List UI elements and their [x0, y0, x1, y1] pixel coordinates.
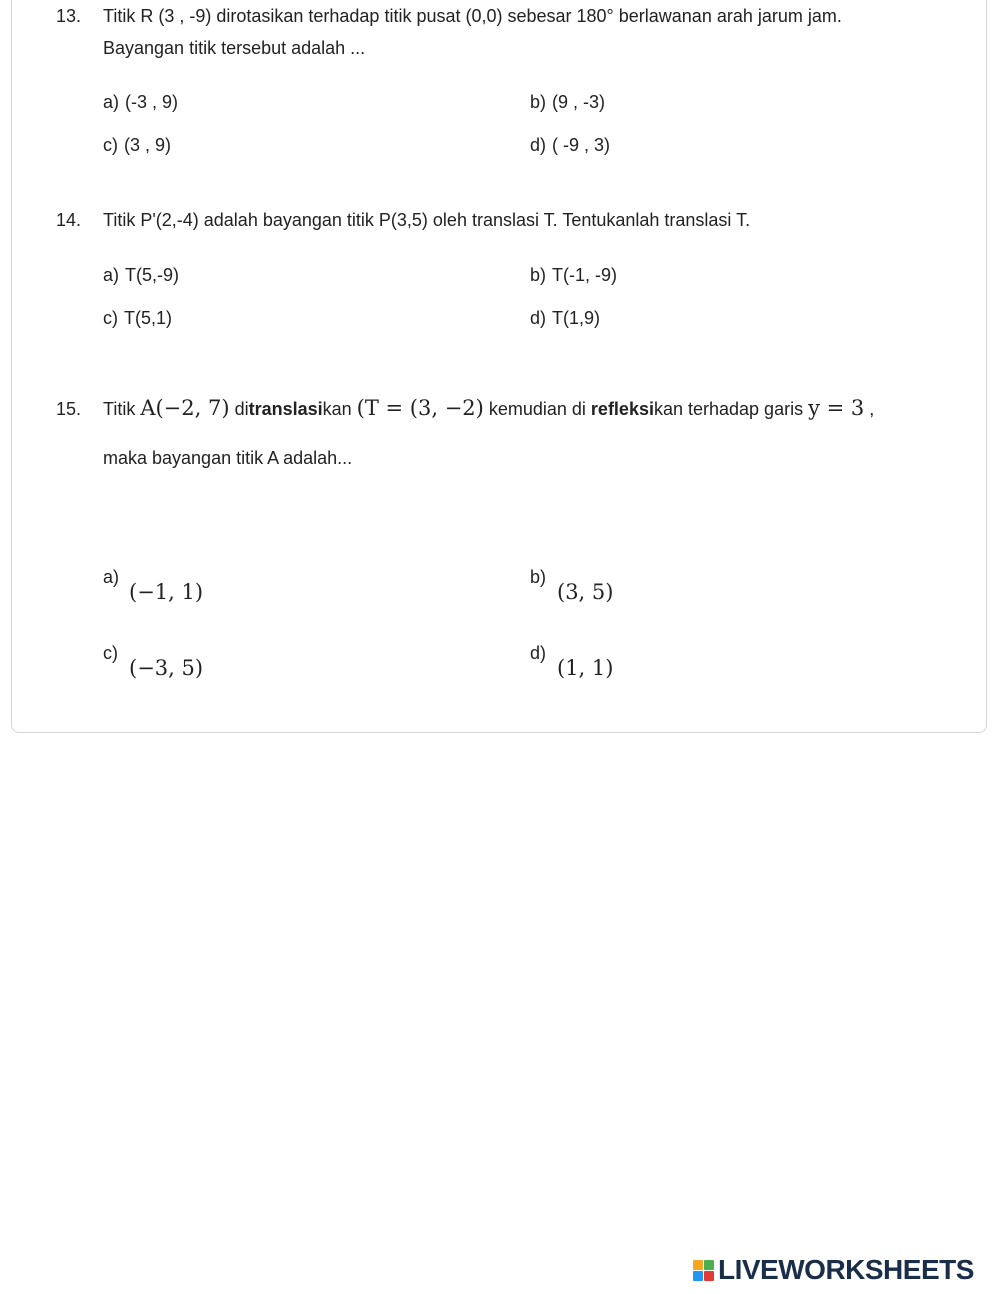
- question-number: 13.: [56, 6, 82, 26]
- logo-grid-icon: [693, 1260, 714, 1281]
- option-text: (−1, 1): [129, 580, 204, 604]
- option-label: d): [530, 135, 547, 155]
- option-b[interactable]: [530, 92, 605, 113]
- option-d[interactable]: [530, 135, 610, 156]
- question-text-cont: Bayangan titik tersebut adalah ...: [103, 38, 366, 58]
- text-fragment: kan terhadap garis: [653, 399, 809, 419]
- question-text-cont: maka bayangan titik A adalah...: [103, 448, 353, 468]
- option-text: (3 , 9): [124, 135, 172, 155]
- option-text: T(5,1): [124, 308, 173, 328]
- option-text: (1, 1): [557, 656, 614, 680]
- logo-tile: [704, 1260, 714, 1270]
- option-a[interactable]: [103, 92, 178, 113]
- math-translation: (T = (3, −2): [356, 396, 484, 420]
- logo-tile: [693, 1271, 703, 1281]
- text-fragment: ,: [864, 399, 875, 419]
- option-label: b): [530, 567, 547, 587]
- option-text: T(-1, -9): [552, 265, 618, 285]
- option-text: (9 , -3): [552, 92, 606, 112]
- option-text: T(1,9): [552, 308, 601, 328]
- option-d[interactable]: [530, 308, 600, 329]
- text-fragment: kan: [322, 399, 357, 419]
- liveworksheets-logo: [693, 1255, 974, 1285]
- option-label: b): [530, 265, 547, 285]
- option-label: c): [103, 643, 118, 663]
- option-text: (-3 , 9): [125, 92, 179, 112]
- option-text: (3, 5): [557, 580, 614, 604]
- text-fragment: kemudian di: [483, 399, 591, 419]
- option-label: d): [530, 308, 547, 328]
- text-fragment: Titik: [103, 399, 141, 419]
- logo-text: LIVEWORKSHEETS: [718, 1254, 974, 1285]
- option-text: ( -9 , 3): [552, 135, 611, 155]
- text-fragment: di: [229, 399, 249, 419]
- option-label: d): [530, 643, 547, 663]
- math-line: y = 3: [808, 396, 865, 420]
- question-number: 15.: [56, 399, 82, 419]
- option-label: a): [103, 567, 120, 587]
- option-label: c): [103, 308, 118, 328]
- option-label: c): [103, 135, 118, 155]
- bold-translasi: translasi: [248, 399, 323, 419]
- question-text: Titik R (3 , -9) dirotasikan terhadap titik pusat (0,0) sebesar 180° berlawanan arah jarum jam.: [103, 6, 842, 26]
- option-label: b): [530, 92, 547, 112]
- option-c[interactable]: [103, 308, 172, 329]
- option-a[interactable]: [103, 265, 179, 286]
- option-text: T(5,-9): [125, 265, 180, 285]
- bold-refleksi: refleksi: [590, 399, 654, 419]
- question-text: [103, 396, 874, 420]
- option-c[interactable]: [103, 135, 171, 156]
- math-point-a: A(−2, 7): [140, 396, 230, 420]
- option-b[interactable]: [530, 265, 617, 286]
- option-text: (−3, 5): [129, 656, 204, 680]
- question-number: 14.: [56, 210, 82, 230]
- logo-tile: [693, 1260, 703, 1270]
- question-text: Titik P'(2,-4) adalah bayangan titik P(3,5) oleh translasi T. Tentukanlah translasi T.: [103, 210, 751, 230]
- logo-tile: [704, 1271, 714, 1281]
- option-label: a): [103, 265, 120, 285]
- option-label: a): [103, 92, 120, 112]
